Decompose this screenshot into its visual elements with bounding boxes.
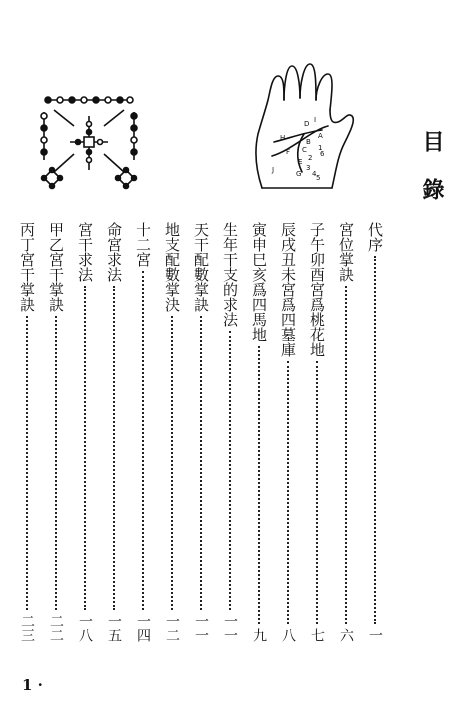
toc-entry[interactable] xyxy=(275,222,301,642)
hand-label: 1 xyxy=(318,144,323,152)
toc-entry-page: 一八 xyxy=(77,614,93,642)
leader-dots xyxy=(113,286,115,610)
leader-dots xyxy=(316,361,318,624)
bagua-diagram-illustration xyxy=(34,82,144,194)
toc-entry-page: 一五 xyxy=(106,614,122,642)
toc-entry-title: 地支配數掌決 xyxy=(163,222,181,312)
toc-entry-title: 十二宮 xyxy=(134,222,152,267)
toc-entry-title: 宮干求法 xyxy=(76,222,94,282)
hand-label: 4 xyxy=(312,170,317,178)
toc-entry[interactable] xyxy=(159,222,185,642)
hand-label: G xyxy=(296,170,302,178)
hand-label: D xyxy=(304,120,310,128)
leader-dots xyxy=(84,286,86,610)
toc-entry-title: 宮位掌訣 xyxy=(337,222,355,282)
toc-entry[interactable] xyxy=(362,222,388,642)
leader-dots xyxy=(258,346,260,624)
toc-entry[interactable] xyxy=(333,222,359,642)
toc-entry-page: 一二 xyxy=(164,614,180,642)
toc-entry[interactable] xyxy=(14,222,40,642)
toc-entry-page: 一一 xyxy=(222,614,238,642)
toc-entry-title: 子午卯酉宮爲桃花地 xyxy=(308,222,326,357)
hand-label: 3 xyxy=(306,164,311,172)
hand-label: B xyxy=(306,138,311,146)
hand-label: 2 xyxy=(308,154,313,162)
toc-entry[interactable] xyxy=(130,222,156,642)
hand-label: C xyxy=(302,146,307,154)
page-number: 1 · xyxy=(22,676,43,694)
hand-label: J xyxy=(272,166,275,174)
toc-entry-page: 八 xyxy=(280,628,296,642)
leader-dots xyxy=(374,256,376,624)
palm-hand-illustration xyxy=(232,60,362,195)
toc-entry-title: 辰戌丑未宮爲四墓庫 xyxy=(279,222,297,357)
hand-label: A xyxy=(318,132,323,140)
hand-label: F xyxy=(286,148,291,156)
hand-label: H xyxy=(280,134,286,142)
hand-label: 6 xyxy=(320,150,325,158)
hand-label: I xyxy=(314,116,317,124)
leader-dots xyxy=(26,316,28,610)
toc-list xyxy=(8,222,388,642)
toc-entry-page: 九 xyxy=(251,628,267,642)
leader-dots xyxy=(229,331,231,610)
leader-dots xyxy=(171,316,173,610)
toc-entry[interactable] xyxy=(101,222,127,642)
toc-entry[interactable] xyxy=(43,222,69,642)
toc-entry[interactable] xyxy=(217,222,243,642)
hand-label: E xyxy=(298,158,303,166)
toc-entry[interactable] xyxy=(188,222,214,642)
leader-dots xyxy=(345,286,347,624)
hand-label: 5 xyxy=(316,174,321,182)
toc-entry-title: 生年干支的求法 xyxy=(221,222,239,327)
toc-entry-page: 二三 xyxy=(19,614,35,642)
toc-entry-page: 二二 xyxy=(48,614,64,642)
toc-entry-title: 丙丁宮干掌訣 xyxy=(18,222,36,312)
toc-entry-title: 甲乙宮干掌訣 xyxy=(47,222,65,312)
toc-entry[interactable] xyxy=(246,222,272,642)
page-title: 目錄 xyxy=(419,130,444,226)
leader-dots xyxy=(142,271,144,610)
toc-entry-page: 一四 xyxy=(135,614,151,642)
toc-entry[interactable] xyxy=(72,222,98,642)
toc-entry-title: 代序 xyxy=(366,222,384,252)
toc-entry-page: 六 xyxy=(338,628,354,642)
toc-entry-title: 天干配數掌訣 xyxy=(192,222,210,312)
toc-entry-page: 七 xyxy=(309,628,325,642)
leader-dots xyxy=(200,316,202,610)
toc-entry[interactable] xyxy=(304,222,330,642)
toc-entry-title: 寅申巳亥爲四馬地 xyxy=(250,222,268,342)
toc-entry-page: 一一 xyxy=(193,614,209,642)
toc-entry-title: 命宮求法 xyxy=(105,222,123,282)
toc-entry-page: 一 xyxy=(367,628,383,642)
leader-dots xyxy=(287,361,289,624)
leader-dots xyxy=(55,316,57,610)
